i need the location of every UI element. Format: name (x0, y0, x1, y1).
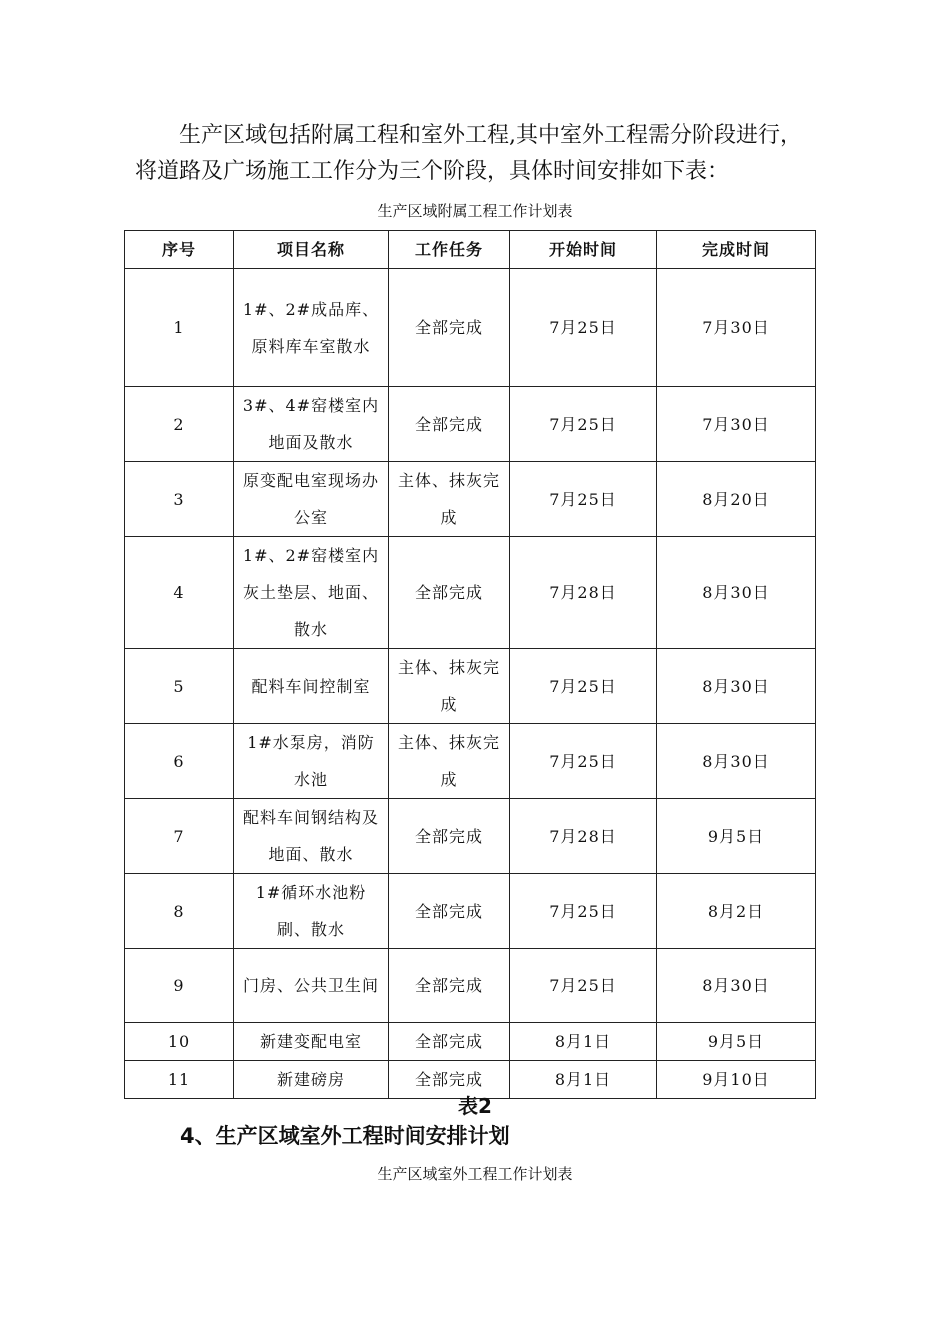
cell-name: 门房、公共卫生间 (234, 949, 389, 1023)
table1-caption: 生产区域附属工程工作计划表 (377, 202, 573, 220)
table-row (125, 799, 816, 874)
cell-name: 3#、4#窑楼室内地面及散水 (234, 387, 389, 462)
cell-end: 8月20日 (657, 462, 816, 537)
cell-no: 5 (125, 649, 234, 724)
table-row (125, 387, 816, 462)
cell-task: 全部完成 (389, 269, 510, 387)
header-start: 开始时间 (510, 231, 657, 269)
intro-line-2: 将道路及广场施工工作分为三个阶段，具体时间安排如下表： (135, 159, 730, 184)
cell-end: 8月30日 (657, 649, 816, 724)
table-row (125, 1023, 816, 1061)
table-row (125, 462, 816, 537)
table2-caption: 生产区域室外工程工作计划表 (377, 1165, 573, 1183)
cell-start: 7月25日 (510, 269, 657, 387)
cell-start: 7月28日 (510, 537, 657, 649)
table-label: 表2 (458, 1094, 492, 1118)
cell-task: 全部完成 (389, 874, 510, 949)
cell-task: 全部完成 (389, 949, 510, 1023)
cell-end: 9月5日 (657, 1023, 816, 1061)
cell-task: 全部完成 (389, 799, 510, 874)
cell-no: 11 (125, 1061, 234, 1099)
cell-end: 9月10日 (657, 1061, 816, 1099)
cell-task: 全部完成 (389, 1061, 510, 1099)
cell-end: 8月30日 (657, 724, 816, 799)
cell-end: 7月30日 (657, 269, 816, 387)
cell-start: 7月25日 (510, 949, 657, 1023)
cell-start: 7月25日 (510, 387, 657, 462)
cell-task: 全部完成 (389, 387, 510, 462)
cell-no: 8 (125, 874, 234, 949)
cell-name: 配料车间钢结构及地面、散水 (234, 799, 389, 874)
cell-name: 1#、2#成品库、原料库车室散水 (234, 269, 389, 387)
cell-start: 7月28日 (510, 799, 657, 874)
cell-start: 7月25日 (510, 649, 657, 724)
table-row (125, 724, 816, 799)
cell-name: 1#、2#窑楼室内灰土垫层、地面、散水 (234, 537, 389, 649)
cell-no: 7 (125, 799, 234, 874)
intro-paragraph (135, 118, 825, 190)
cell-task: 全部完成 (389, 537, 510, 649)
table-header-row (125, 231, 816, 269)
cell-start: 8月1日 (510, 1061, 657, 1099)
cell-task: 主体、抹灰完成 (389, 462, 510, 537)
intro-line-1: 生产区域包括附属工程和室外工程,其中室外工程需分阶段进行， (179, 123, 802, 148)
table-row (125, 949, 816, 1023)
header-end: 完成时间 (657, 231, 816, 269)
table-row (125, 874, 816, 949)
cell-end: 8月2日 (657, 874, 816, 949)
cell-end: 7月30日 (657, 387, 816, 462)
cell-name: 1#水泵房，消防水池 (234, 724, 389, 799)
cell-no: 1 (125, 269, 234, 387)
cell-task: 主体、抹灰完成 (389, 724, 510, 799)
cell-name: 新建磅房 (234, 1061, 389, 1099)
table-row (125, 537, 816, 649)
cell-end: 8月30日 (657, 537, 816, 649)
work-plan-table (124, 230, 816, 1099)
table-row (125, 269, 816, 387)
cell-no: 2 (125, 387, 234, 462)
cell-no: 4 (125, 537, 234, 649)
cell-start: 7月25日 (510, 874, 657, 949)
cell-name: 新建变配电室 (234, 1023, 389, 1061)
table-row (125, 649, 816, 724)
header-no: 序号 (125, 231, 234, 269)
cell-task: 主体、抹灰完成 (389, 649, 510, 724)
cell-start: 7月25日 (510, 462, 657, 537)
cell-end: 8月30日 (657, 949, 816, 1023)
header-task: 工作任务 (389, 231, 510, 269)
cell-start: 8月1日 (510, 1023, 657, 1061)
cell-end: 9月5日 (657, 799, 816, 874)
cell-no: 3 (125, 462, 234, 537)
cell-name: 1#循环水池粉刷、散水 (234, 874, 389, 949)
section-heading: 4、生产区域室外工程时间安排计划 (180, 1124, 510, 1148)
cell-start: 7月25日 (510, 724, 657, 799)
cell-no: 9 (125, 949, 234, 1023)
header-name: 项目名称 (234, 231, 389, 269)
cell-task: 全部完成 (389, 1023, 510, 1061)
cell-name: 配料车间控制室 (234, 649, 389, 724)
cell-name: 原变配电室现场办公室 (234, 462, 389, 537)
cell-no: 10 (125, 1023, 234, 1061)
cell-no: 6 (125, 724, 234, 799)
